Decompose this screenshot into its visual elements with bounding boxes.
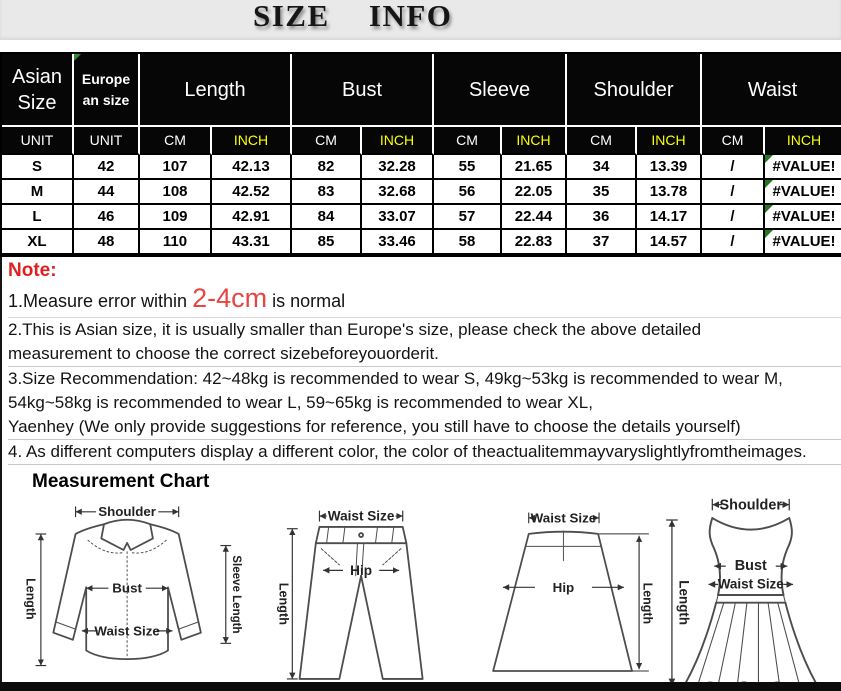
cell-waist-cm: / (702, 205, 765, 230)
pants-hip-label: Hip (350, 562, 373, 578)
size-row-l (2, 205, 841, 230)
measurement-chart-title: Measurement Chart (32, 471, 210, 492)
unit-row (2, 127, 841, 155)
shirt-sleeve-length-label: Sleeve Length (229, 555, 242, 634)
bottom-bar (0, 682, 841, 691)
note-line-3b: 54kg~58kg is recommended to wear L, 59~65kg is recommended to wear XL, (8, 393, 593, 412)
cell-bust-inch: 32.28 (362, 155, 434, 180)
col-header-length: Length (140, 54, 292, 127)
cell-length-inch: 42.91 (212, 205, 292, 230)
error-indicator-icon (765, 230, 773, 238)
cell-shoulder-inch: 14.57 (637, 230, 702, 255)
cell-sleeve-cm: 55 (434, 155, 502, 180)
cell-shoulder-inch: 13.78 (637, 180, 702, 205)
cell-eu-size: 48 (74, 230, 140, 255)
unit-cell-cm: CM (567, 127, 637, 155)
shirt-bust-label: Bust (112, 580, 142, 596)
skirt-length-label: Length (640, 582, 655, 625)
size-row-xl (2, 230, 841, 255)
cell-length-cm: 110 (140, 230, 212, 255)
shirt-waist-size-label: Waist Size (94, 623, 160, 639)
note-line-4: 4. As different computers display a different color, the color of theactualitemmayvaryslightlyfromtheimages. (8, 440, 841, 465)
cell-bust-cm: 84 (292, 205, 362, 230)
size-table (0, 52, 841, 257)
pants-diagram (276, 507, 448, 688)
note-highlight: 2-4cm (192, 283, 268, 313)
cell-eu-size: 42 (74, 155, 140, 180)
unit-cell-inch: INCH (765, 127, 841, 155)
cell-bust-cm: 83 (292, 180, 362, 205)
cell-shoulder-cm: 37 (567, 230, 637, 255)
cell-bust-inch: 32.68 (362, 180, 434, 205)
cell-bust-inch: 33.07 (362, 205, 434, 230)
cell-waist-cm: / (702, 230, 765, 255)
cell-sleeve-inch: 22.83 (502, 230, 567, 255)
cell-shoulder-inch: 14.17 (637, 205, 702, 230)
cell-flag-icon (74, 54, 81, 61)
error-indicator-icon (765, 180, 773, 188)
dress-length-label: Length (676, 580, 692, 626)
unit-cell-inch: INCH (212, 127, 292, 155)
note-line-2a: 2.This is Asian size, it is usually smaller than Europe's size, please check the above detailed (8, 320, 702, 339)
cell-bust-cm: 85 (292, 230, 362, 255)
cell-waist-inch-error: #VALUE! (765, 205, 841, 230)
note-line-3c: Yaenhey (We only provide suggestions for reference, you still have to choose the details yourself) (8, 415, 841, 440)
cell-sleeve-cm: 57 (434, 205, 502, 230)
unit-cell-inch: INCH (637, 127, 702, 155)
unit-cell-inch: INCH (362, 127, 434, 155)
unit-cell-cm: CM (434, 127, 502, 155)
cell-length-cm: 109 (140, 205, 212, 230)
cell-eu-size: 44 (74, 180, 140, 205)
cell-waist-inch-error: #VALUE! (765, 180, 841, 205)
col-header-waist: Waist (702, 54, 841, 127)
cell-length-cm: 107 (140, 155, 212, 180)
note-line-1: 1.Measure error within 2-4cm is normal (8, 283, 841, 318)
cell-eu-size: 46 (74, 205, 140, 230)
title-band (0, 0, 841, 40)
cell-size: M (2, 180, 74, 205)
cell-length-cm: 108 (140, 180, 212, 205)
unit-cell-cm: CM (702, 127, 765, 155)
note-heading: Note: (8, 260, 57, 281)
unit-cell-cm: CM (292, 127, 362, 155)
col-header-sleeve: Sleeve (434, 54, 567, 127)
cell-sleeve-inch: 22.05 (502, 180, 567, 205)
pants-length-label: Length (276, 582, 291, 625)
table-header-row (2, 54, 841, 127)
col-header-european-size: Europe an size (74, 54, 140, 127)
cell-waist-cm: / (702, 180, 765, 205)
unit-cell: UNIT (2, 127, 74, 155)
col-header-bust: Bust (292, 54, 434, 127)
error-indicator-icon (765, 205, 773, 213)
cell-sleeve-cm: 56 (434, 180, 502, 205)
dress-shoulder-label: Shoulder (719, 497, 782, 514)
cell-sleeve-inch: 21.65 (502, 155, 567, 180)
dress-diagram (664, 495, 826, 691)
size-row-s (2, 155, 841, 180)
garment-diagrams (2, 495, 841, 691)
size-row-m (2, 180, 841, 205)
note-line-3a: 3.Size Recommendation: 42~48kg is recommended to wear S, 49kg~53kg is recommended to wear M, (8, 369, 783, 388)
unit-cell-inch: INCH (502, 127, 567, 155)
cell-waist-cm: / (702, 155, 765, 180)
dress-bust-label: Bust (734, 558, 767, 574)
cell-bust-inch: 33.46 (362, 230, 434, 255)
notes-section (0, 257, 841, 465)
cell-shoulder-inch: 13.39 (637, 155, 702, 180)
col-header-shoulder: Shoulder (567, 54, 702, 127)
shirt-length-label: Length (23, 578, 38, 620)
cell-shoulder-cm: 35 (567, 180, 637, 205)
cell-length-inch: 42.13 (212, 155, 292, 180)
cell-size: L (2, 205, 74, 230)
shirt-shoulder-label: Shoulder (98, 504, 156, 520)
cell-shoulder-cm: 36 (567, 205, 637, 230)
shirt-diagram (16, 501, 240, 679)
skirt-waist-size-label: Waist Size (530, 510, 597, 526)
cell-length-inch: 43.31 (212, 230, 292, 255)
skirt-hip-label: Hip (552, 579, 575, 595)
skirt-diagram (478, 509, 656, 687)
cell-sleeve-cm: 58 (434, 230, 502, 255)
cell-waist-inch-error: #VALUE! (765, 230, 841, 255)
note-line-2b: measurement to choose the correct sizebeforeyouorderit. (8, 342, 841, 367)
col-header-asian-size: Asian Size (2, 54, 74, 127)
unit-cell: UNIT (74, 127, 140, 155)
cell-size: XL (2, 230, 74, 255)
unit-cell-cm: CM (140, 127, 212, 155)
cell-bust-cm: 82 (292, 155, 362, 180)
page-title: SIZE INFO (253, 0, 453, 33)
cell-waist-inch-error: #VALUE! (765, 155, 841, 180)
cell-sleeve-inch: 22.44 (502, 205, 567, 230)
measurement-chart-section (0, 465, 841, 691)
cell-size: S (2, 155, 74, 180)
dress-waist-size-label: Waist Size (717, 576, 784, 592)
pants-waist-size-label: Waist Size (327, 508, 395, 524)
cell-shoulder-cm: 34 (567, 155, 637, 180)
cell-length-inch: 42.52 (212, 180, 292, 205)
error-indicator-icon (765, 155, 773, 163)
